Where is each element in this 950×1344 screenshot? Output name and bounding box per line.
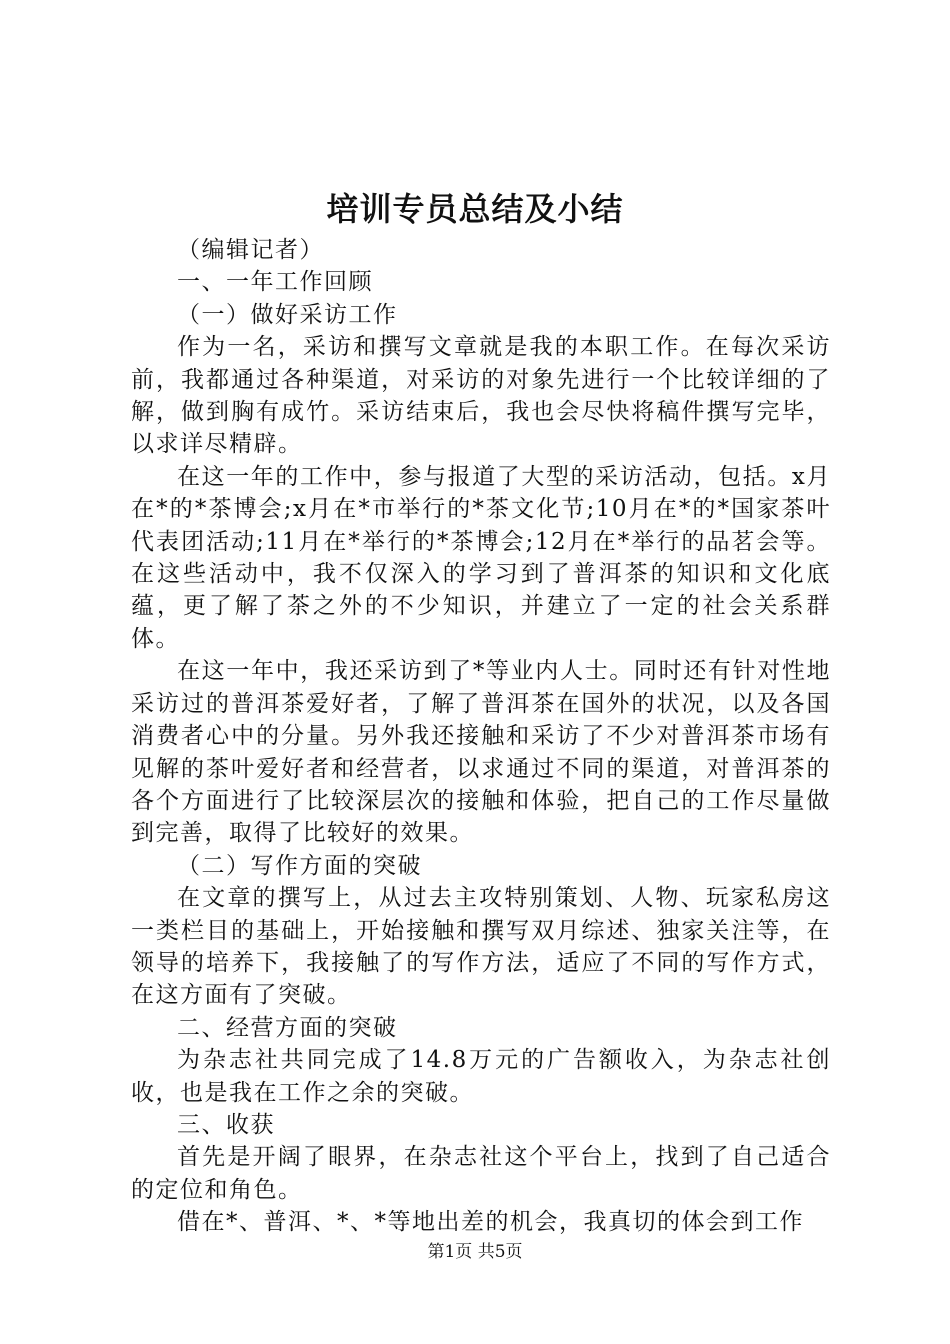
byline: （编辑记者） [177,237,324,263]
paragraph: 为杂志社共同完成了14.8万元的广告额收入，为杂志社创收，也是我在工作之余的突破。 [131,1047,831,1106]
paragraph: 在这一年中，我还采访到了*等业内人士。同时还有针对性地采访过的普洱茶爱好者，了解了普洱茶在国外的状况，以及各国消费者心中的分量。另外我还接触和采访了不少对普洱茶市场有见解的茶叶爱好者和经营者，以求通过不同的渠道，对普洱茶的各个方面进行了比较深层次的接触和体验，把自己的工作尽量做到完善，取得了比较好的效果。 [131,658,831,847]
paragraph: 借在*、普洱、*、*等地出差的机会，我真切的体会到工作 [177,1209,804,1236]
section-heading: 一、一年工作回顾 [177,269,373,296]
section-heading: 二、经营方面的突破 [177,1014,398,1041]
section-heading: 三、收获 [177,1111,275,1138]
document-body [131,234,831,1239]
paragraph: 首先是开阔了眼界，在杂志社这个平台上，找到了自己适合的定位和角色。 [131,1144,831,1203]
subsection-heading: （二）写作方面的突破 [177,852,422,879]
document-title: 培训专员总结及小结 [326,190,624,228]
paragraph: 在这一年的工作中，参与报道了大型的采访活动，包括。x月在*的*茶博会;x月在*市举行的*茶文化节;10月在*的*国家茶叶代表团活动;11月在*举行的*茶博会;12月在*举行的品茗会等。在这些活动中，我不仅深入的学习到了普洱茶的知识和文化底蕴，更了解了茶之外的不少知识，并建立了一定的社会关系群体。 [131,463,831,652]
paragraph: 作为一名，采访和撰写文章就是我的本职工作。在每次采访前，我都通过各种渠道，对采访的对象先进行一个比较详细的了解，做到胸有成竹。采访结束后，我也会尽快将稿件撰写完毕，以求详尽精辟。 [131,334,831,458]
page-number: 第1页 共5页 [427,1242,523,1262]
subsection-heading: （一）做好采访工作 [177,301,398,328]
paragraph: 在文章的撰写上，从过去主攻特别策划、人物、玩家私房这一类栏目的基础上，开始接触和撰写双月综述、独家关注等，在领导的培养下，我接触了的写作方法，适应了不同的写作方式，在这方面有了突破。 [131,885,831,1009]
